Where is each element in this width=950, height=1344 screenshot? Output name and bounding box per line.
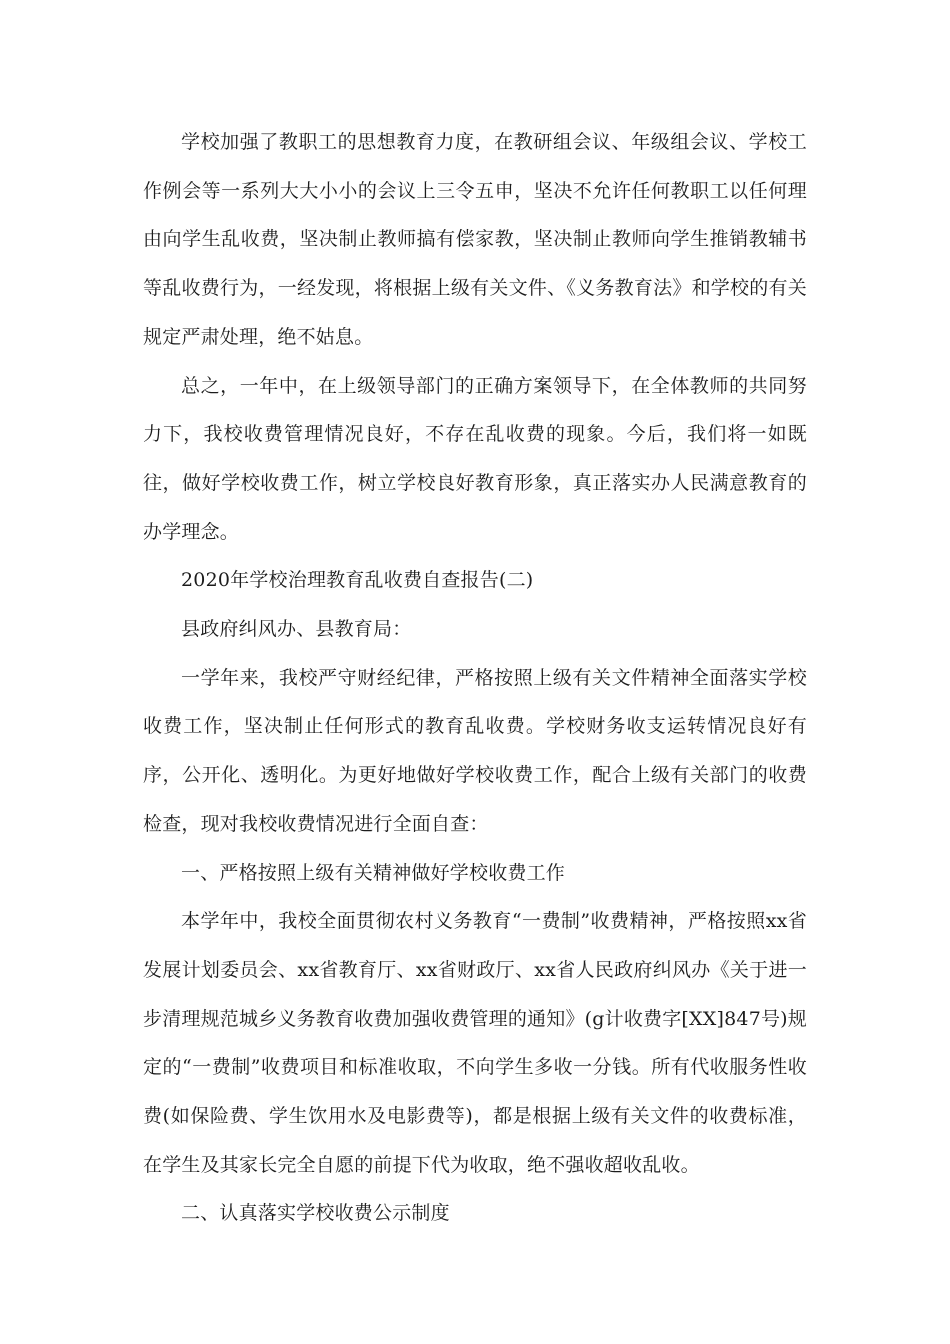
section-heading-2: 二、认真落实学校收费公示制度 [181, 1202, 450, 1225]
paragraph-intro: 一学年来，我校严守财经纪律，严格按照上级有关文件精神全面落实学校收费工作，坚决制止任何形式的教育乱收费。学校财务收支运转情况良好有序，公开化、透明化。为更好地做好学校收费工作，配合上级有关部门的收费检查，现对我校收费情况进行全面自查： [143, 666, 807, 835]
report-title: 2020年学校治理教育乱收费自查报告(二) [181, 569, 534, 592]
paragraph-discipline-education: 学校加强了教职工的思想教育力度，在教研组会议、年级组会议、学校工作例会等一系列大大小小的会议上三令五申，坚决不允许任何教职工以任何理由向学生乱收费，坚决制止教师搞有偿家教，坚决制止教师向学生推销教辅书等乱收费行为，一经发现，将根据上级有关文件、《义务教育法》和学校的有关规定严肃处理，绝不姑息。 [143, 131, 807, 348]
report-addressee: 县政府纠风办、县教育局： [181, 618, 412, 641]
paragraph-summary: 总之，一年中，在上级领导部门的正确方案领导下，在全体教师的共同努力下，我校收费管理情况良好，不存在乱收费的现象。今后，我们将一如既往，做好学校收费工作，树立学校良好教育形象，真正落实办人民满意教育的办学理念。 [143, 374, 807, 543]
document-body [143, 118, 807, 1238]
paragraph-section-1-body: 本学年中，我校全面贯彻农村义务教育“一费制”收费精神，严格按照xx省发展计划委员会、xx省教育厅、xx省财政厅、xx省人民政府纠风办《关于进一步清理规范城乡义务教育收费加强收费管理的通知》(g计收费字[XX]847号)规定的“一费制”收费项目和标准收取，不向学生多收一分钱。所有代收服务性收费(如保险费、学生饮用水及电影费等)，都是根据上级有关文件的收费标准，在学生及其家长完全自愿的前提下代为收取，绝不强收超收乱收。 [143, 910, 807, 1176]
section-heading-1: 一、严格按照上级有关精神做好学校收费工作 [181, 861, 566, 884]
